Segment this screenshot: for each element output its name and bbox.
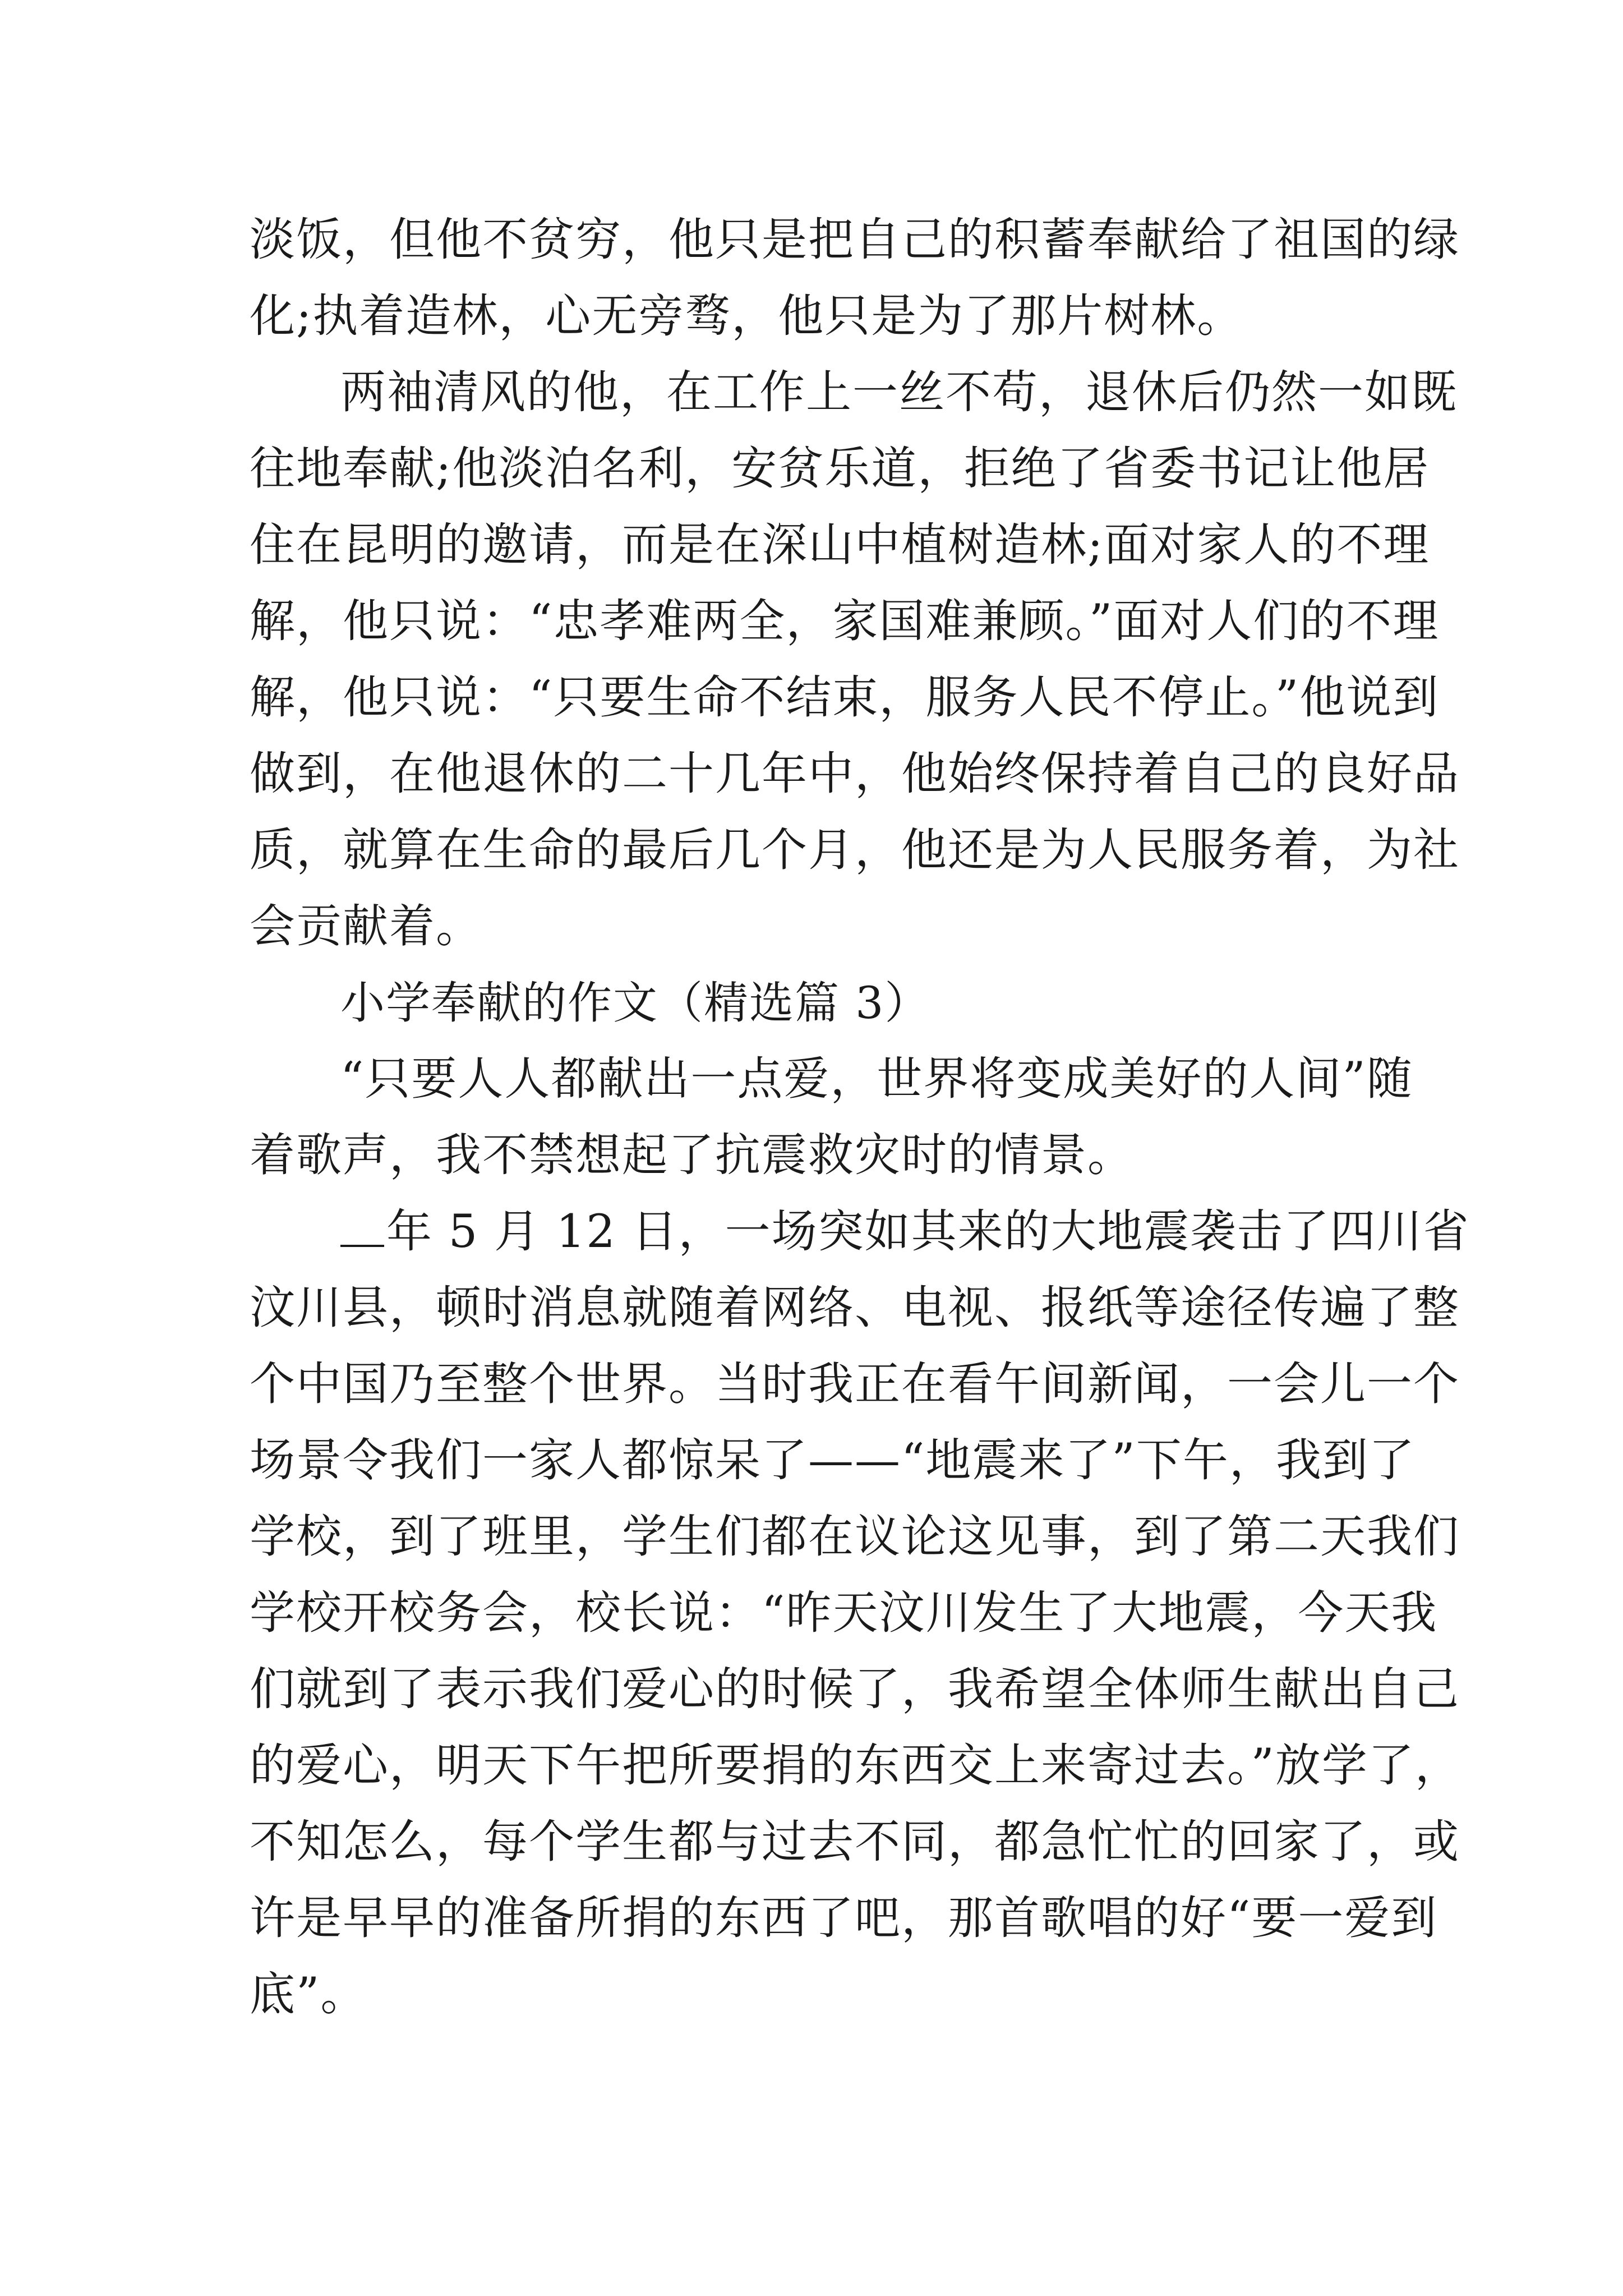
text-line: 场景令我们一家人都惊呆了——“地震来了”下午，我到了: [250, 1434, 1415, 1487]
paragraph: [250, 1194, 1470, 2033]
text-line: 做到，在他退休的二十几年中，他始终保持着自己的良好品: [250, 748, 1460, 800]
text-line: 会贡献着。: [250, 900, 483, 953]
text-line: 解，他只说：“忠孝难两全，家国难兼顾。”面对人们的不理: [250, 595, 1440, 648]
text-line: 个中国乃至整个世界。当时我正在看午间新闻，一会儿一个: [250, 1358, 1460, 1411]
paragraph: [250, 1041, 1413, 1194]
blank-underline: [340, 1211, 384, 1247]
text-line: 不知怎么，每个学生都与过去不同，都急忙忙的回家了，或: [250, 1816, 1460, 1869]
document-body: [250, 202, 1470, 2033]
text-line: 着歌声，我不禁想起了抗震救灾时的情景。: [250, 1129, 1135, 1182]
text-line: 质，就算在生命的最后几个月，他还是为人民服务着，为社: [250, 824, 1460, 877]
text-line: 往地奉献;他淡泊名利，安贫乐道，拒绝了省委书记让他居: [250, 443, 1430, 495]
paragraph: [250, 355, 1460, 965]
text-line: 学校开校务会，校长说：“昨天汶川发生了大地震，今天我: [250, 1587, 1438, 1640]
section-heading: 小学奉献的作文（精选篇 3）: [340, 977, 930, 1029]
text-line-rest: 年 5 月 12 日，一场突如其来的大地震袭击了四川省: [386, 1205, 1470, 1258]
text-line: 学校，到了班里，学生们都在议论这见事，到了第二天我们: [250, 1511, 1460, 1563]
text-line: 解，他只说：“只要生命不结束，服务人民不停止。”他说到: [250, 671, 1440, 724]
text-line: 的爱心，明天下午把所要捐的东西交上来寄过去。”放学了，: [250, 1740, 1461, 1792]
text-line: 许是早早的准备所捐的东西了吧，那首歌唱的好“要一爱到: [250, 1892, 1438, 1945]
text-line: [250, 1194, 1470, 1270]
text-line: 们就到了表示我们爱心的时候了，我希望全体师生献出自己: [250, 1663, 1460, 1716]
text-line: 汶川县，顿时消息就随着网络、电视、报纸等途径传遍了整: [250, 1282, 1460, 1335]
text-line: 化;执着造林，心无旁骛，他只是为了那片树林。: [250, 290, 1244, 343]
text-line: 住在昆明的邀请，而是在深山中植树造林;面对家人的不理: [250, 519, 1430, 572]
text-line: 淡饭，但他不贫穷，他只是把自己的积蓄奉献给了祖国的绿: [250, 214, 1460, 266]
text-line: 两袖清风的他，在工作上一丝不苟，退休后仍然一如既: [340, 366, 1458, 419]
paragraph: [250, 202, 1460, 355]
text-line: “只要人人都献出一点爱，世界将变成美好的人间”随: [340, 1053, 1413, 1106]
text-line: 底”。: [250, 1968, 367, 2021]
